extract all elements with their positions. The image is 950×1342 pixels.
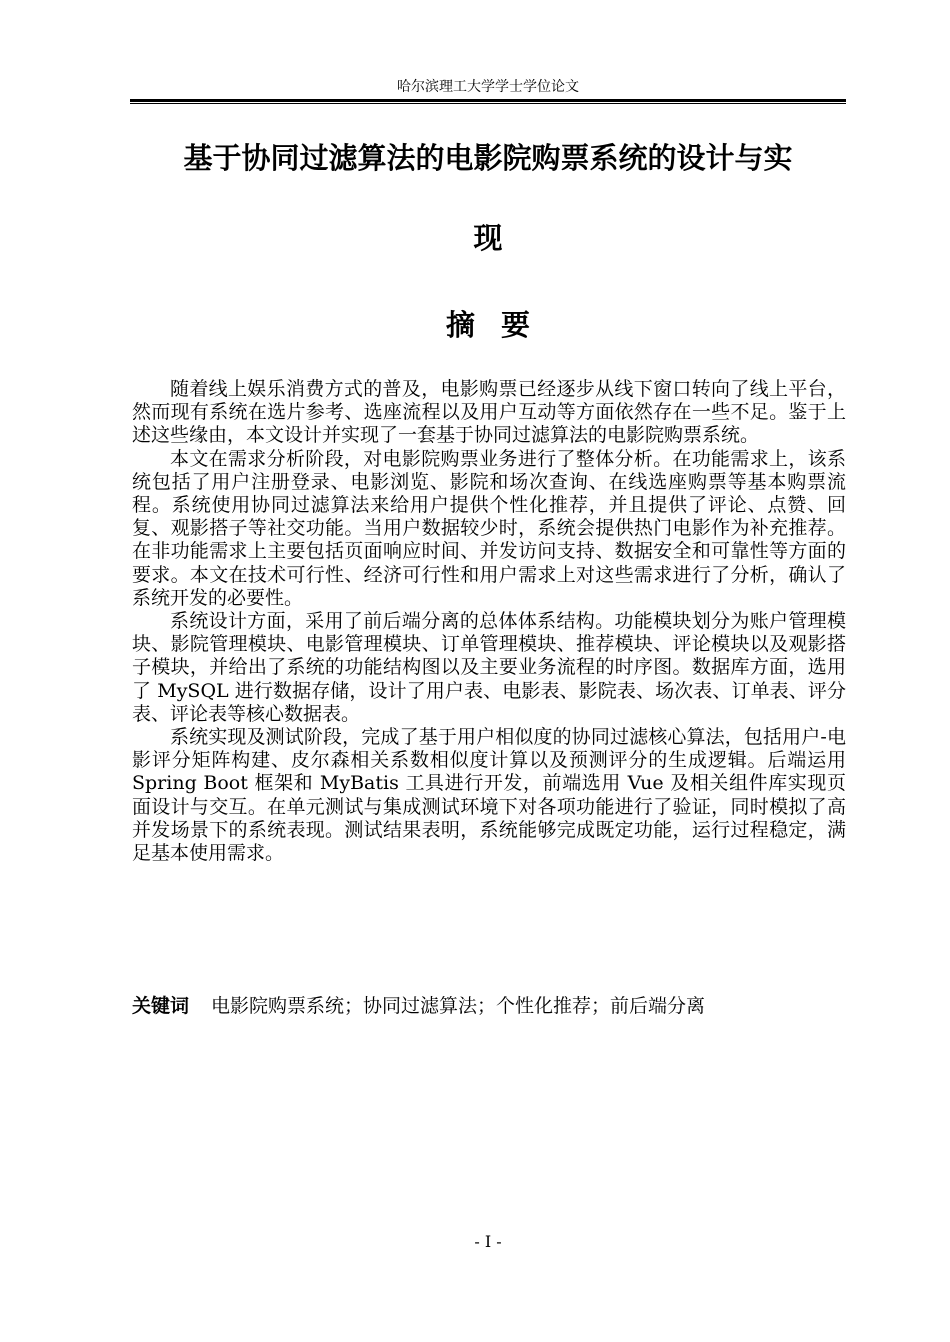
abstract-heading: 摘要 <box>445 308 556 342</box>
keywords-value: 电影院购票系统；协同过滤算法；个性化推荐；前后端分离 <box>211 995 706 1017</box>
thesis-title-line-1: 基于协同过滤算法的电影院购票系统的设计与实 <box>183 141 793 175</box>
abstract-paragraph-4: 系统实现及测试阶段，完成了基于用户相似度的协同过滤核心算法，包括用户-电影评分矩阵构建、皮尔森相关系数相似度计算以及预测评分的生成逻辑。后端运用 Spring Boot 框架和 MyBatis 工具进行开发，前端选用 Vue 及相关组件库实现页面设计与交互。在单元测试与集成测试环境下对各项功能进行了验证，同时模拟了高并发场景下的系统表现。测试结果表明，系统能够完成既定功能，运行过程稳定，满足基本使用需求。 <box>132 726 846 865</box>
abstract-body <box>132 378 846 865</box>
abstract-paragraph-1: 随着线上娱乐消费方式的普及，电影购票已经逐步从线下窗口转向了线上平台，然而现有系统在选片参考、选座流程以及用户互动等方面依然存在一些不足。鉴于上述这些缘由，本文设计并实现了一套基于协同过滤算法的电影院购票系统。 <box>132 378 846 447</box>
header-divider <box>130 99 846 104</box>
page-number: - I - <box>474 1232 502 1251</box>
abstract-paragraph-2: 本文在需求分析阶段，对电影院购票业务进行了整体分析。在功能需求上，该系统包括了用户注册登录、电影浏览、影院和场次查询、在线选座购票等基本购票流程。系统使用协同过滤算法来给用户提供个性化推荐，并且提供了评论、点赞、回复、观影搭子等社交功能。当用户数据较少时，系统会提供热门电影作为补充推荐。在非功能需求上主要包括页面响应时间、并发访问支持、数据安全和可靠性等方面的要求。本文在技术可行性、经济可行性和用户需求上对这些需求进行了分析，确认了系统开发的必要性。 <box>132 447 846 609</box>
keywords-line <box>132 994 846 1018</box>
abstract-paragraph-3: 系统设计方面，采用了前后端分离的总体体系结构。功能模块划分为账户管理模块、影院管理模块、电影管理模块、订单管理模块、推荐模块、评论模块以及观影搭子模块，并给出了系统的功能结构图以及主要业务流程的时序图。数据库方面，选用了 MySQL 进行数据存储，设计了用户表、电影表、影院表、场次表、订单表、评分表、评论表等核心数据表。 <box>132 610 846 725</box>
thesis-title-line-2: 现 <box>473 221 503 255</box>
running-header: 哈尔滨理工大学学士学位论文 <box>397 79 579 95</box>
keywords-label: 关键词 <box>132 995 190 1017</box>
